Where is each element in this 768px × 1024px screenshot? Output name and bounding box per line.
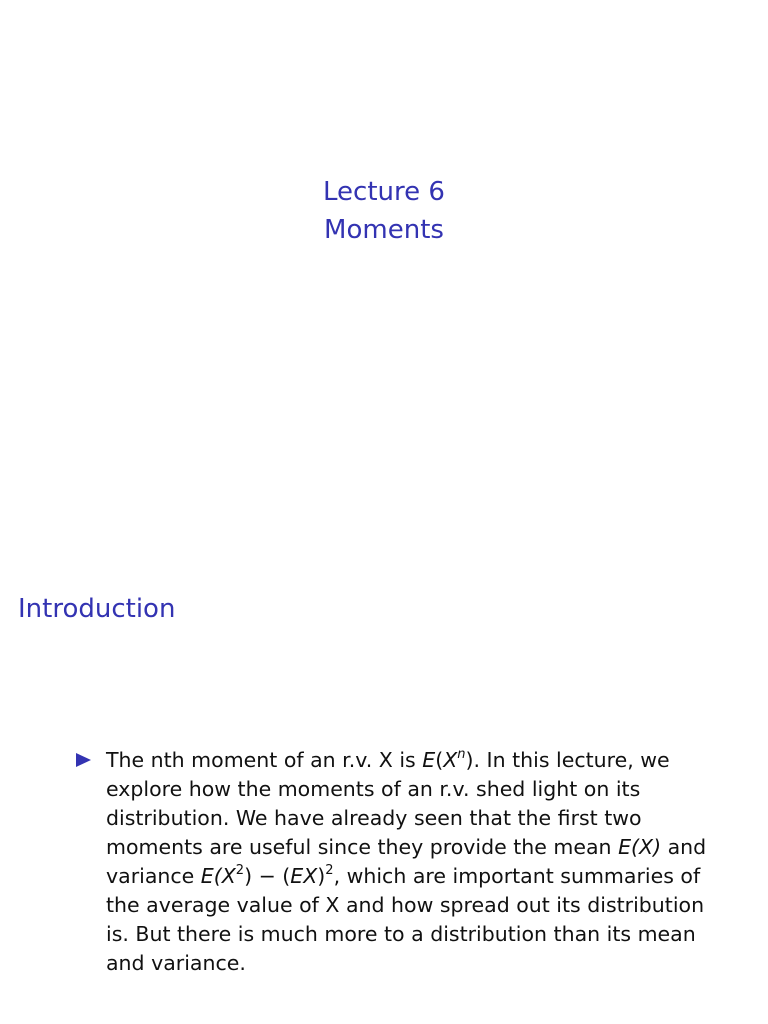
text-segment: The nth moment of an r.v. X is [106,748,423,772]
list-item [76,746,716,978]
math-exponent: 2 [325,863,334,878]
math-symbol: X [443,748,458,772]
introduction-slide [0,512,768,1024]
bullet-text [106,748,706,975]
math-symbol: ) [317,864,326,888]
lecture-number: Lecture 6 [323,177,445,207]
math-symbol: E [422,748,436,772]
math-symbol: ) [465,748,474,772]
math-symbol: ( [435,748,444,772]
frame-title: Introduction [18,594,176,624]
math-symbol: ) − ( [244,864,291,888]
math-symbol: EX [290,864,318,888]
triangle-bullet-icon [76,753,91,767]
lecture-topic: Moments [324,215,444,245]
mean-expression: E(X) [618,835,662,859]
variance-expression [201,864,334,888]
math-symbol: E(X [200,864,236,888]
text-segment: and variance [106,835,707,888]
nth-moment-expression [422,748,473,772]
lecture-title [0,173,768,249]
text-segment: . In this lecture, we explore how the moments of an r.v. shed light on its distribution. We have already seen that the first two moments are useful since they provide the mean [106,748,670,859]
math-exponent: 2 [235,863,245,878]
math-exponent: n [457,747,466,762]
bullet-list [76,746,716,978]
text-segment: , which are important summaries of the average value of X and how spread out its distribution is. But there is much more to a distribution than its mean and variance. [106,864,705,975]
